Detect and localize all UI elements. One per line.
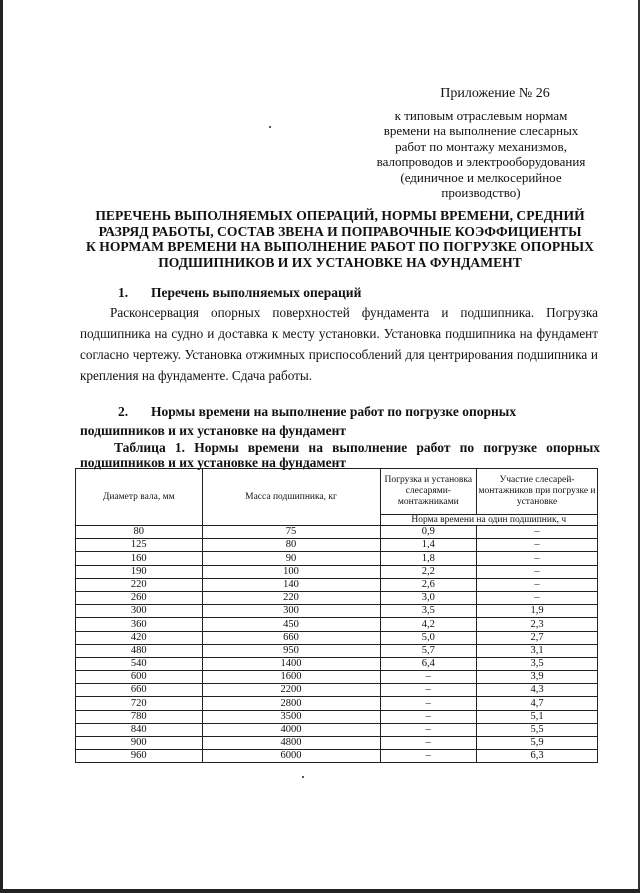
cell-participation-norm: 2,3 [477, 618, 598, 631]
cell-participation-norm: – [477, 591, 598, 604]
cell-loading-norm: – [380, 737, 476, 750]
cell-diameter: 960 [76, 750, 203, 763]
cell-diameter: 80 [76, 526, 203, 539]
table-row [76, 539, 598, 552]
table-row [76, 631, 598, 644]
subtitle-line: времени на выполнение слесарных [383, 123, 579, 139]
cell-participation-norm: 2,7 [477, 631, 598, 644]
section-1-heading [118, 285, 361, 301]
cell-loading-norm: – [380, 671, 476, 684]
cell-diameter: 190 [76, 565, 203, 578]
cell-loading-norm: – [380, 723, 476, 736]
cell-mass: 2200 [202, 684, 380, 697]
cell-diameter: 420 [76, 631, 203, 644]
subtitle-line: к типовым отраслевым нормам [394, 108, 568, 123]
section-number: 2. [118, 404, 129, 419]
cell-participation-norm: 5,5 [477, 723, 598, 736]
cell-loading-norm: 5,7 [380, 644, 476, 657]
cell-participation-norm: 6,3 [477, 750, 598, 763]
cell-mass: 140 [202, 578, 380, 591]
table-row [76, 737, 598, 750]
cell-diameter: 780 [76, 710, 203, 723]
section-2-heading [80, 402, 600, 440]
cell-mass: 4800 [202, 737, 380, 750]
cell-diameter: 260 [76, 591, 203, 604]
subtitle-line: валопроводов и электрооборудования [376, 154, 586, 170]
cell-loading-norm: – [380, 750, 476, 763]
cell-diameter: 660 [76, 684, 203, 697]
cell-participation-norm: 3,1 [477, 644, 598, 657]
norm-time-header: Норма времени на один подшипник, ч [380, 515, 597, 526]
cell-mass: 90 [202, 552, 380, 565]
cell-mass: 950 [202, 644, 380, 657]
cell-participation-norm: – [477, 578, 598, 591]
document-title [80, 208, 600, 270]
cell-diameter: 900 [76, 737, 203, 750]
cell-loading-norm: 1,8 [380, 552, 476, 565]
title-line: ПОДШИПНИКОВ И ИХ УСТАНОВКЕ НА ФУНДАМЕНТ [158, 254, 522, 270]
table-row [76, 618, 598, 631]
table-row [76, 605, 598, 618]
section-title: Перечень выполняемых операций [151, 285, 362, 300]
col-header-participation: Участие слесарей-монтажников при погрузке и установке [477, 469, 598, 515]
cell-mass: 4000 [202, 723, 380, 736]
section-number: 1. [118, 285, 129, 300]
scan-speck [302, 776, 304, 778]
cell-mass: 3500 [202, 710, 380, 723]
cell-participation-norm: 4,7 [477, 697, 598, 710]
cell-diameter: 220 [76, 578, 203, 591]
cell-participation-norm: – [477, 565, 598, 578]
table-row [76, 710, 598, 723]
cell-diameter: 160 [76, 552, 203, 565]
col-header-loading: Погрузка и установка слесарями-монтажниками [380, 469, 476, 515]
scan-speck [269, 126, 271, 128]
cell-participation-norm: – [477, 539, 598, 552]
appendix-subtitle [356, 108, 606, 200]
table-row [76, 697, 598, 710]
cell-diameter: 840 [76, 723, 203, 736]
table-caption: Таблица 1. Нормы времени на выполнение работ по погрузке опорных подшипников и их установке на фундамент [80, 440, 600, 470]
cell-diameter: 720 [76, 697, 203, 710]
cell-loading-norm: 6,4 [380, 657, 476, 670]
table-row [76, 684, 598, 697]
cell-mass: 220 [202, 591, 380, 604]
cell-mass: 2800 [202, 697, 380, 710]
cell-loading-norm: 3,5 [380, 605, 476, 618]
cell-loading-norm: – [380, 697, 476, 710]
cell-diameter: 300 [76, 605, 203, 618]
cell-participation-norm: 5,1 [477, 710, 598, 723]
scan-edge-left [0, 0, 3, 893]
col-header-diameter: Диаметр вала, мм [76, 469, 203, 526]
table-row [76, 578, 598, 591]
cell-mass: 100 [202, 565, 380, 578]
cell-participation-norm: 5,9 [477, 737, 598, 750]
table-body [76, 526, 598, 763]
section-1-text: Расконсервация опорных поверхностей фундамента и подшипника. Погрузка подшипника на судно и доставка к месту установки. Установка подшипника на фундамент согласно чертежу. Установка отжимных приспособлений для центрирования подшипника и крепления на фундаменте. Сдача работы. [80, 305, 598, 383]
subtitle-line: работ по монтажу механизмов, [395, 138, 567, 154]
table-row [76, 671, 598, 684]
table-row [76, 644, 598, 657]
norms-table [75, 468, 598, 763]
cell-participation-norm: – [477, 526, 598, 539]
table-row [76, 750, 598, 763]
cell-loading-norm: 1,4 [380, 539, 476, 552]
cell-loading-norm: 4,2 [380, 618, 476, 631]
title-line: К НОРМАМ ВРЕМЕНИ НА ВЫПОЛНЕНИЕ РАБОТ ПО ПОГРУЗКЕ ОПОРНЫХ [86, 239, 594, 255]
table-row [76, 591, 598, 604]
cell-participation-norm: – [477, 552, 598, 565]
cell-loading-norm: – [380, 684, 476, 697]
cell-diameter: 125 [76, 539, 203, 552]
cell-mass: 660 [202, 631, 380, 644]
table-row [76, 552, 598, 565]
title-line: РАЗРЯД РАБОТЫ, СОСТАВ ЗВЕНА И ПОПРАВОЧНЫЕ КОЭФФИЦИЕНТЫ [98, 223, 582, 239]
cell-mass: 1600 [202, 671, 380, 684]
cell-loading-norm: – [380, 710, 476, 723]
table-header-row [76, 469, 598, 515]
section-title: Нормы времени на выполнение работ по погрузке опорных подшипников и их установке на фундамент [80, 404, 517, 438]
cell-diameter: 540 [76, 657, 203, 670]
cell-participation-norm: 3,5 [477, 657, 598, 670]
table-row [76, 657, 598, 670]
cell-loading-norm: 2,6 [380, 578, 476, 591]
cell-mass: 300 [202, 605, 380, 618]
scan-edge-bottom [0, 889, 640, 893]
table-row [76, 526, 598, 539]
cell-diameter: 360 [76, 618, 203, 631]
table-row [76, 723, 598, 736]
cell-mass: 75 [202, 526, 380, 539]
table-row [76, 565, 598, 578]
cell-diameter: 600 [76, 671, 203, 684]
cell-loading-norm: 3,0 [380, 591, 476, 604]
col-header-mass: Масса подшипника, кг [202, 469, 380, 526]
cell-mass: 1400 [202, 657, 380, 670]
title-line: ПЕРЕЧЕНЬ ВЫПОЛНЯЕМЫХ ОПЕРАЦИЙ, НОРМЫ ВРЕМЕНИ, СРЕДНИЙ [95, 208, 585, 223]
cell-loading-norm: 5,0 [380, 631, 476, 644]
cell-loading-norm: 2,2 [380, 565, 476, 578]
cell-diameter: 480 [76, 644, 203, 657]
subtitle-line: (единичное и мелкосерийное [400, 169, 562, 185]
subtitle-line: производство) [441, 185, 521, 201]
cell-loading-norm: 0,9 [380, 526, 476, 539]
cell-participation-norm: 4,3 [477, 684, 598, 697]
cell-mass: 450 [202, 618, 380, 631]
cell-mass: 80 [202, 539, 380, 552]
cell-participation-norm: 1,9 [477, 605, 598, 618]
cell-mass: 6000 [202, 750, 380, 763]
cell-participation-norm: 3,9 [477, 671, 598, 684]
appendix-number: Приложение № 26 [440, 86, 550, 101]
